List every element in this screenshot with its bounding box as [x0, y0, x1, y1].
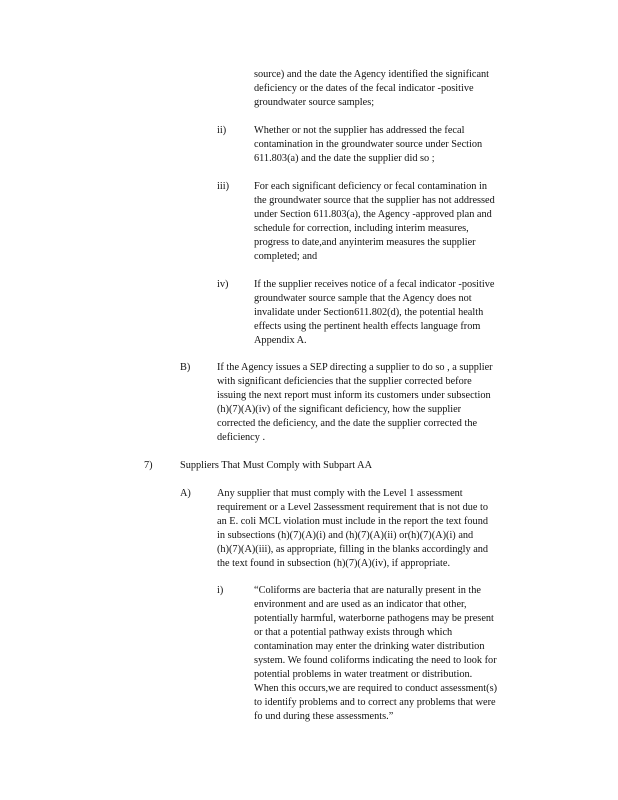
- text-line: the text found in subsection (h)(7)(A)(iv), if appropriate.: [217, 558, 451, 569]
- text-line: or that a potential pathway exists through which: [254, 627, 453, 638]
- text-line: Any supplier that must comply with the Level 1 assessment: [217, 488, 463, 499]
- text-line: When this occurs,we are required to conduct assessment(s): [254, 683, 498, 694]
- text-line: corrected the deficiency, and the date the supplier corrected the: [217, 418, 478, 429]
- item-iv-paragraph: [254, 278, 530, 348]
- text-line: issuing the next report must inform its customers under subsection: [217, 390, 491, 401]
- text-line: an E. coli MCL violation must include in the report the text found: [217, 516, 489, 527]
- text-line: completed; and: [254, 251, 318, 262]
- text-line: invalidate under Section611.802(d), the potential health: [254, 307, 484, 318]
- item-iii-paragraph: [254, 180, 530, 264]
- text-line: system. We found coliforms indicating the need to look for: [254, 655, 497, 666]
- text-line: Whether or not the supplier has addressed the fecal: [254, 125, 465, 136]
- item-B-label: B): [180, 362, 191, 373]
- item-iii-label: iii): [217, 181, 230, 192]
- text-line: effects using the pertinent health effects language from: [254, 321, 481, 332]
- text-line: (h)(7)(A)(iii), as appropriate, filling in the blanks accordingly and: [217, 544, 489, 555]
- text-line: deficiency or the dates of the fecal indicator -positive: [254, 83, 474, 94]
- text-line: potentially harmful, waterborne pathogens may be present: [254, 613, 494, 624]
- text-line: under Section 611.803(a), the Agency -approved plan and: [254, 209, 492, 220]
- text-line: contamination may enter the drinking water distribution: [254, 641, 485, 652]
- text-line: with significant deficiencies that the supplier corrected before: [217, 376, 472, 387]
- item-ii-label: ii): [217, 125, 227, 136]
- text-line: If the Agency issues a SEP directing a supplier to do so , a supplier: [217, 362, 493, 373]
- item-A-label: A): [180, 488, 191, 499]
- text-line: potential problems in water treatment or distribution.: [254, 669, 473, 680]
- text-line: environment and are used as an indicator that other,: [254, 599, 467, 610]
- item-i-label: i): [217, 585, 224, 596]
- text-line: requirement or a Level 2assessment requirement that is not due to: [217, 502, 489, 513]
- item-ii-paragraph: [254, 124, 530, 166]
- item-B-paragraph: [217, 361, 530, 445]
- text-line: schedule for correction, including interim measures,: [254, 223, 469, 234]
- text-line: source) and the date the Agency identified the significant: [254, 69, 490, 80]
- item-i-paragraph: [254, 584, 544, 724]
- text-line: to identify problems and to correct any problems that were: [254, 697, 496, 708]
- text-line: For each significant deficiency or fecal contamination in: [254, 181, 488, 192]
- continuation-paragraph: [254, 68, 530, 110]
- text-line: fo und during these assessments.”: [254, 711, 394, 722]
- text-line: (h)(7)(A)(iv) of the significant deficiency, how the supplier: [217, 404, 462, 415]
- text-line: the groundwater source that the supplier has not addressed: [254, 195, 495, 206]
- text-line: Appendix A.: [254, 335, 307, 346]
- text-line: contamination in the groundwater source under Section: [254, 139, 483, 150]
- item-7-label: 7): [144, 460, 153, 471]
- text-line: deficiency .: [217, 432, 266, 443]
- text-line: 611.803(a) and the date the supplier did so ;: [254, 153, 435, 164]
- item-iv-label: iv): [217, 279, 229, 290]
- text-line: in subsections (h)(7)(A)(i) and (h)(7)(A)(ii) or(h)(7)(A)(i) and: [217, 530, 474, 541]
- text-line: progress to date,and anyinterim measures the supplier: [254, 237, 476, 248]
- text-line: If the supplier receives notice of a fecal indicator -positive: [254, 279, 495, 290]
- text-line: groundwater source samples;: [254, 97, 375, 108]
- text-line: groundwater source sample that the Agency does not: [254, 293, 472, 304]
- text-line: “Coliforms are bacteria that are naturally present in the: [254, 585, 482, 596]
- item-7-heading: Suppliers That Must Comply with Subpart AA: [180, 460, 373, 471]
- item-A-paragraph: [217, 487, 530, 571]
